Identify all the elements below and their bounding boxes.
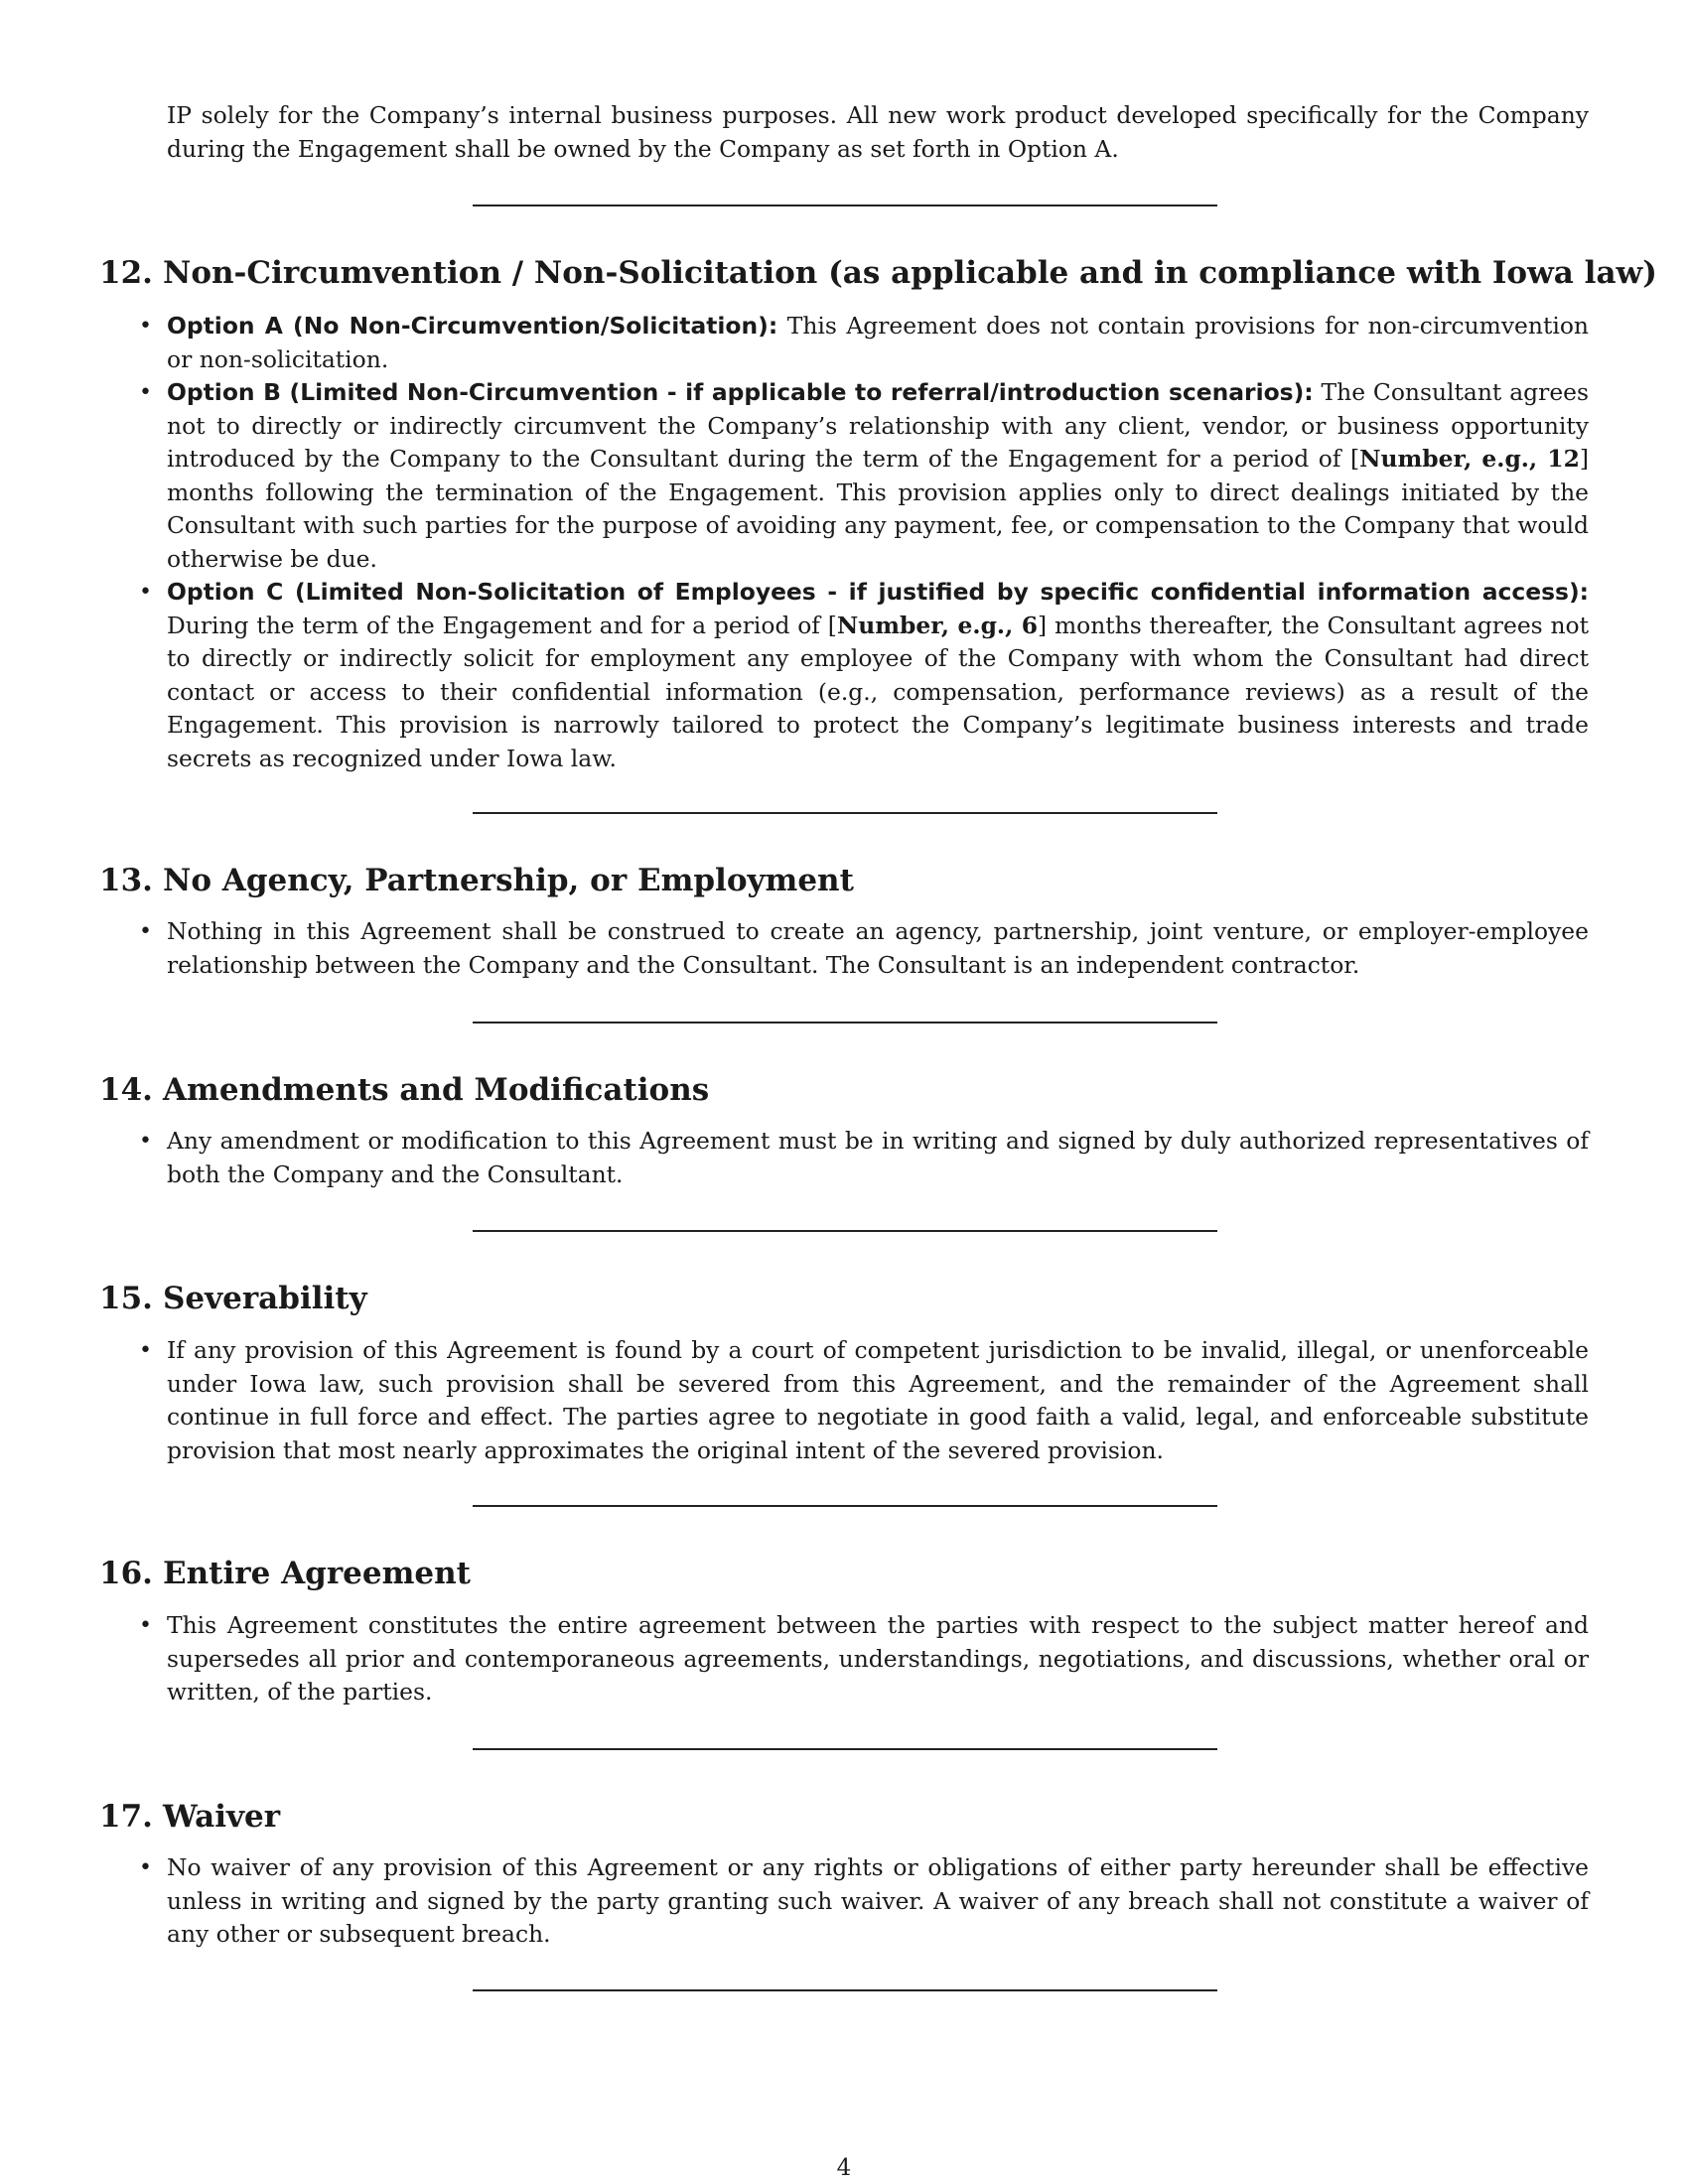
section-divider (473, 1748, 1217, 1750)
section-17-heading (99, 1798, 280, 1836)
section-14-heading (99, 1071, 709, 1109)
section-16-heading (99, 1555, 471, 1592)
option-b-text-cont: months following the termination of the Engagement. This provision applies only to direct dealings initiated by the Consultant with such parties for the purpose of avoiding any payment, fee, or compensation to the Company that would otherwise be due. (167, 478, 1589, 573)
section-12-heading (99, 254, 1657, 292)
bullet-icon: • (139, 380, 152, 405)
continuation-paragraph: IP solely for the Company’s internal business purposes. All new work product developed specifically for the Company during the Engagement shall be owned by the Company as set forth in Option A. (167, 101, 1589, 163)
section-title: No Agency, Partnership, or Employment (163, 863, 854, 898)
section-number: 14. (99, 1072, 153, 1108)
option-b-placeholder: Number, e.g., 12 (1359, 445, 1580, 473)
option-a-text: This Agreement does not contain provisions for non-circumvention or non-solicitation. (167, 312, 1589, 373)
section-15-text: If any provision of this Agreement is found by a court of competent jurisdiction to be invalid, illegal, or unenforceable under Iowa law, such provision shall be severed from this Agreement, and the remainder of the Agreement shall continue in full force and effect. The parties agree to negotiate in good faith a valid, legal, and enforceable substitute provision that most nearly approximates the original intent of the severed provision. (167, 1336, 1589, 1464)
section-16-text: This Agreement constitutes the entire agreement between the parties with respect to the subject matter hereof and supersedes all prior and contemporaneous agreements, understandings, negotiations, and discussions, whether oral or written, of the parties. (167, 1611, 1589, 1706)
bullet-icon: • (139, 580, 152, 605)
section-title: Waiver (163, 1799, 281, 1835)
bullet-icon: • (139, 1129, 152, 1154)
option-a-item (99, 310, 1589, 376)
list-item (99, 1334, 1589, 1467)
bullet-icon: • (139, 1855, 152, 1880)
option-c-item: • Option C (Limited Non-Solicitation of Employees - if justified by specific confidential information access): During the term of the Engagement and for a period of [Number, e.g., 6] months thereafter, the Consultant agrees not to directly or indirectly solicit for employment any employee of the Company with whom the Consultant had direct contact or access to their confidential information (e.g., compensation, performance reviews) as a result of the Engagement. This provision is narrowly tailored to protect the Company’s legitimate business interests and trade secrets as recognized under Iowa law. (139, 578, 1590, 772)
section-13-list (99, 915, 1589, 982)
section-15-list (99, 1334, 1589, 1467)
section-14-text: Any amendment or modification to this Agreement must be in writing and signed by duly authorized representatives of both the Company and the Consultant. (167, 1127, 1589, 1188)
section-divider (473, 1022, 1217, 1024)
section-title: Amendments and Modifications (163, 1072, 710, 1108)
option-c-label: Option C (Limited Non-Solicitation of Employees - if justified by specific confidential information access): (167, 578, 1589, 606)
section-number: 12. (99, 255, 153, 291)
section-14-list (99, 1125, 1589, 1191)
option-b-label: Option B (Limited Non-Circumvention - if applicable to referral/introduction scenarios): (167, 378, 1314, 406)
bullet-icon: • (139, 1613, 152, 1638)
list-item (99, 1609, 1589, 1709)
section-17-text: No waiver of any provision of this Agreement or any rights or obligations of either party hereunder shall be effective unless in writing and signed by the party granting such waiver. A waiver of any breach shall not constitute a waiver of any other or subsequent breach. (167, 1853, 1589, 1948)
bullet-icon: • (139, 1338, 152, 1363)
section-title: Severability (163, 1281, 367, 1316)
section-number: 13. (99, 863, 153, 898)
list-item (99, 915, 1589, 982)
option-c-text: During the term of the Engagement and for a period of (167, 611, 820, 639)
section-12-options (99, 310, 1589, 775)
list-item (99, 1125, 1589, 1191)
section-number: 17. (99, 1799, 153, 1835)
section-15-heading (99, 1280, 367, 1317)
section-13-heading (99, 862, 854, 899)
option-b-text: The Consultant agrees not to directly or indirectly circumvent the Company’s relationship with any client, vendor, or business opportunity introduced by the Company to the Consultant during the term of the Engagement for a period of (167, 378, 1590, 473)
page-number: 4 (836, 2155, 852, 2181)
section-divider (473, 1989, 1217, 1991)
option-c-text-cont: months thereafter, the Consultant agrees not to directly or indirectly solicit for employment any employee of the Company with whom the Consultant had direct contact or access to their confidential information (e.g., compensation, performance reviews) as a result of the Engagement. This provision is narrowly tailored to protect the Company’s legitimate business interests and trade secrets as recognized under Iowa law. (167, 611, 1590, 772)
option-c-placeholder: Number, e.g., 6 (836, 611, 1039, 639)
section-13-text: Nothing in this Agreement shall be construed to create an agency, partnership, joint venture, or employer-employee relationship between the Company and the Consultant. The Consultant is an independent contractor. (167, 917, 1589, 979)
option-b-item: • Option B (Limited Non-Circumvention - if applicable to referral/introduction scenarios): The Consultant agrees not to directly or indirectly circumvent the Company’s relationship with any client, vendor, or business opportunity introduced by the Company to the Consultant during the term of the Engagement for a period of [Number, e.g., 12] months following the termination of the Engagement. This provision applies only to direct dealings initiated by the Consultant with such parties for the purpose of avoiding any payment, fee, or compensation to the Company that would otherwise be due. (139, 378, 1590, 573)
section-divider (473, 1505, 1217, 1507)
section-title: Entire Agreement (163, 1556, 471, 1591)
section-title: Non-Circumvention / Non-Solicitation (as applicable and in compliance with Iowa law) (163, 255, 1657, 291)
bullet-icon: • (139, 919, 152, 944)
section-number: 16. (99, 1556, 153, 1591)
section-17-list (99, 1851, 1589, 1952)
bullet-icon: • (139, 314, 152, 339)
section-divider (473, 205, 1217, 206)
section-number: 15. (99, 1281, 153, 1316)
section-divider (473, 1230, 1217, 1232)
list-item (99, 1851, 1589, 1952)
section-divider (473, 812, 1217, 814)
section-16-list (99, 1609, 1589, 1709)
option-a-label: Option A (No Non-Circumvention/Solicitation): (167, 312, 778, 340)
